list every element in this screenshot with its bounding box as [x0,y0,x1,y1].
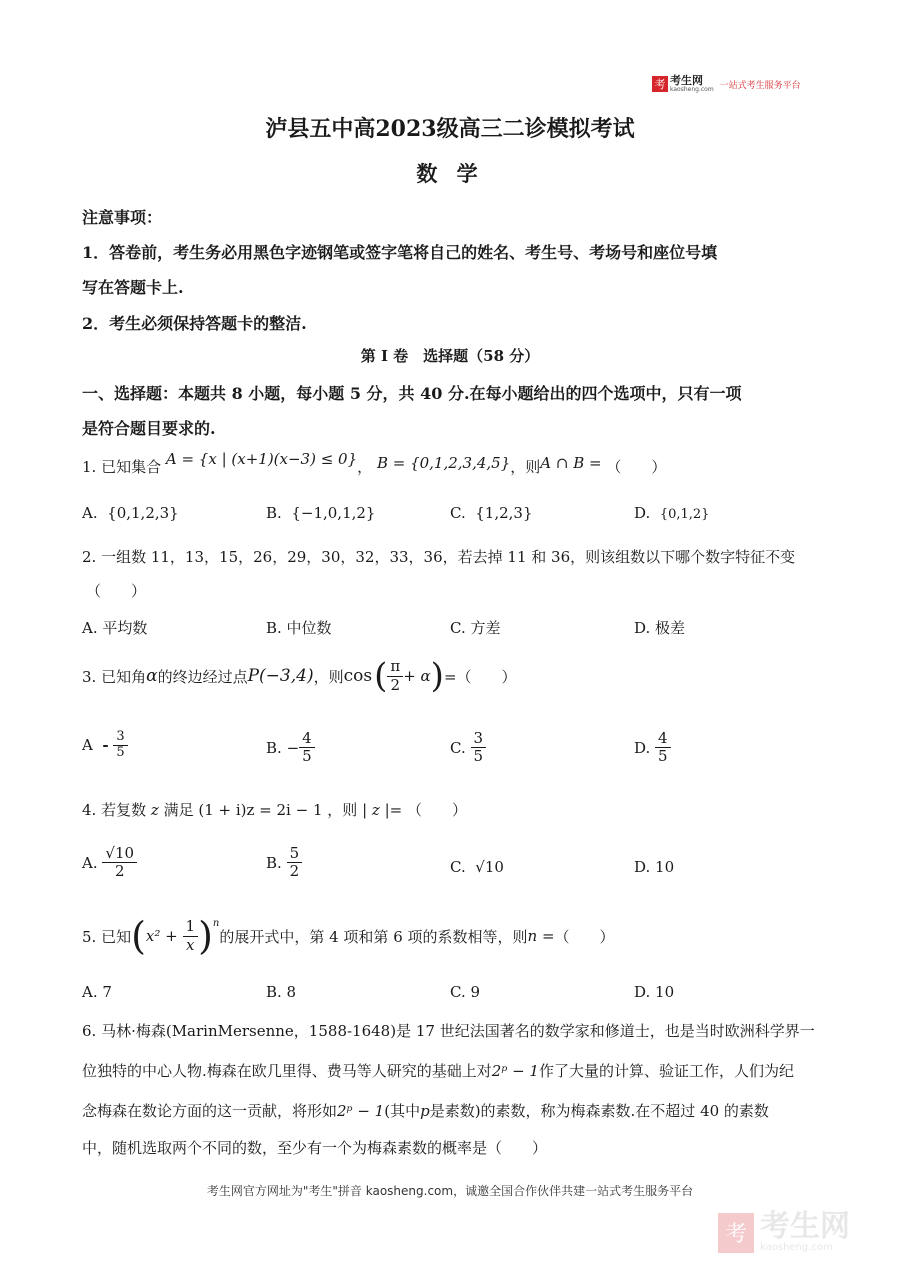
q1-option-c [450,504,533,522]
q6-line3-expr: 2ᵖ − 1 [337,1102,385,1120]
q3-option-d-frac [655,730,671,766]
q6-line3-prefix: 念梅森在数论方面的这一贡献，将形如 [82,1102,338,1120]
q1-option-b [266,504,375,522]
q3-alpha: α [146,666,158,686]
q4-abs: | z |= [362,801,403,819]
q5-prefix: 5. 已知 [82,927,132,946]
q3-b-num: 4 [299,730,315,748]
q3-stem [82,656,517,696]
q3-option-a [82,730,128,761]
q3-d-den: 5 [658,747,668,766]
q3-a-den: 5 [116,744,125,760]
watermark-domain: kaosheng.com [760,1242,833,1253]
q5-n-eq: n = [527,927,555,945]
q4-a-num: √10 [102,845,137,863]
q3-c-den: 5 [473,747,484,766]
q5-mid: 的展开式中，第 4 项和第 6 项的系数相等，则 [219,927,528,946]
q6-line4: 中，随机选取两个不同的数，至少有一个为梅森素数的概率是（ ） [82,1139,548,1157]
q3-two: 2 [390,675,401,694]
q6-line3-suffix: 是素数)的素数，称为梅森素数.在不超过 40 的素数 [429,1102,769,1120]
q3-equals: =（ ） [443,667,517,686]
q3-plus-alpha: + α [403,667,431,685]
q5-option-a: A. 7 [82,983,112,1001]
q1-stem [82,450,667,477]
q3-option-a-sign: - [102,736,109,755]
q4-option-c [450,858,504,876]
q6-line2 [82,1060,794,1081]
q3-option-b-sign: − [286,738,300,757]
watermark [718,1209,850,1253]
q3-a-num: 3 [113,730,127,746]
q4-a-den: 2 [114,862,125,881]
q3-paren-right: ) [430,656,444,696]
q4-option-b [266,845,302,881]
q2-blank: （ ） [86,582,147,600]
watermark-name: 考生网 [760,1209,850,1244]
q6-line1: 6. 马林·梅森(MarinMersenne，1588-1648)是 17 世纪法国著名的数学家和修道士，也是当时欧洲科学界一 [82,1022,815,1040]
q5-stem [82,914,615,958]
exam-title: 泸县五中高2023级高三二诊模拟考试 [265,116,635,142]
q3-option-c [450,730,486,766]
q3-mid: 的终边经过点 [157,667,248,686]
q1-option-c-label: C. [450,504,466,522]
q3-prefix: 3. 已知角 [82,667,147,686]
q4-prefix: 4. 若复数 [82,801,147,819]
q3-d-num: 4 [655,730,671,748]
section-title: 第 I 卷 选择题（58 分） [360,347,540,365]
q1-option-a-label: A. [82,504,98,522]
q5-x2: x² + [145,927,178,945]
q3-option-c-label: C. [450,738,466,757]
brand-name: 考生网 [670,74,703,87]
q3-c-num: 3 [471,730,487,748]
q1-sep: ， [357,458,373,476]
q1-set-b: B = {0,1,2,3,4,5} [376,454,511,472]
q1-mid: ，则 [510,458,541,476]
q5-paren-right: ) [198,914,213,958]
q4-option-a-label: A. [82,853,98,872]
page-footer: 考生网官方网址为"考生"拼音 kaosheng.com，诚邀全国合作伙伴共建一站式考生服务平台 [206,1184,694,1198]
q3-cos: cos [343,666,373,686]
q4-stem [82,799,467,820]
notice-heading: 注意事项： [82,208,163,227]
q4-option-b-label: B. [266,853,282,872]
brand-slogan: 一站式考生服务平台 [719,80,801,91]
q5-paren-left: ( [131,914,146,958]
brand-logo-icon: 考 [652,76,668,92]
q3-pi: π [387,658,403,676]
q5-one: 1 [183,918,199,936]
q1-blank: （ ） [606,458,667,476]
q3-option-a-label: A [82,736,93,755]
q3-then: ，则 [313,667,344,686]
q4-option-a [82,845,137,881]
q4-b-num: 5 [287,845,303,863]
q5-option-d: D. 10 [634,983,675,1001]
q3-pi-over-2 [387,658,403,694]
q3-b-den: 5 [302,747,312,766]
notice-item1-line2: 写在答题卡上. [82,278,184,297]
watermark-text [760,1209,850,1253]
exam-subject: 数 学 [416,161,484,186]
q1-prefix: 1. 已知集合 [82,458,162,476]
q6-line2-suffix: 作了大量的计算、验证工作，人们为纪 [538,1062,794,1080]
q5-option-b: B. 8 [266,983,297,1001]
brand-text [670,75,714,93]
notice-item1-line1: 1．答卷前，考生务必用黑色字迹钢笔或签字笔将自己的姓名、考生号、考场号和座位号填 [82,243,718,262]
q6-p: p [420,1102,430,1120]
q1-option-d [634,504,709,522]
q6-line2-prefix: 位独特的中心人物.梅森在欧几里得、费马等人研究的基础上对 [82,1062,492,1080]
q4-b-den: 2 [289,862,300,881]
q3-point: P(−3,4) [247,666,314,686]
q3-paren-left: ( [374,656,388,696]
q4-option-c-label: C. [450,858,466,876]
q4-option-d: D. 10 [634,858,675,876]
q6-line3 [82,1100,769,1121]
q1-option-b-value: {−1,0,1,2} [291,504,376,522]
q1-option-d-label: D. [634,504,651,522]
q2-stem: 2. 一组数 11，13，15，26，29，30，32，33，36，若去掉 11 和 36，则该组数以下哪个数字特征不变 [82,548,796,566]
watermark-logo-icon: 考 [718,1213,754,1253]
q1-expr: A ∩ B = [540,454,602,472]
q1-option-b-label: B. [266,504,282,522]
q4-option-b-frac [287,845,303,881]
q1-set-a: A = {x | (x+1)(x−3) ≤ 0} [165,450,358,468]
q4-equation: (1 + i)z = 2i − 1 [198,801,323,819]
q3-option-b-label: B. [266,738,282,757]
q3-option-d-label: D. [634,738,651,757]
part1-instructions-line1: 一、选择题：本题共 8 小题，每小题 5 分，共 40 分.在每小题给出的四个选项中，只有一项 [82,384,742,403]
q3-option-b-frac [299,730,315,766]
q6-expr: 2ᵖ − 1 [491,1062,539,1080]
q4-then: ，则 [327,801,358,819]
q4-mid: 满足 [163,801,194,819]
q3-option-c-frac [471,730,487,766]
q5-x: x [186,935,195,954]
q3-option-b [266,730,315,766]
q2-option-d: D. 极差 [634,619,686,637]
q5-blank: （ ） [554,927,615,946]
q6-line3-mid: (其中 [384,1102,421,1120]
q4-option-a-frac [102,845,137,881]
brand-domain: kaosheng.com [670,86,714,93]
header-logo [652,73,801,95]
notice-item2: 2．考生必须保持答题卡的整洁. [82,314,307,333]
q3-option-d [634,730,671,766]
q1-option-a-value: {0,1,2,3} [107,504,179,522]
q1-option-a [82,504,179,522]
q4-z: z [150,801,159,819]
q1-option-c-value: {1,2,3} [475,504,533,522]
q4-option-c-value: √10 [475,858,504,876]
q2-option-a: A. 平均数 [82,619,148,637]
q5-option-c: C. 9 [450,983,481,1001]
q2-option-c: C. 方差 [450,619,501,637]
q5-one-over-x [183,918,199,954]
part1-instructions-line2: 是符合题目要求的. [82,419,216,438]
q4-blank: （ ） [407,801,468,819]
q2-option-b: B. 中位数 [266,619,332,637]
q1-option-d-value: {0,1,2} [659,507,710,522]
q3-option-a-frac [113,730,127,761]
q5-exponent: n [212,918,220,929]
